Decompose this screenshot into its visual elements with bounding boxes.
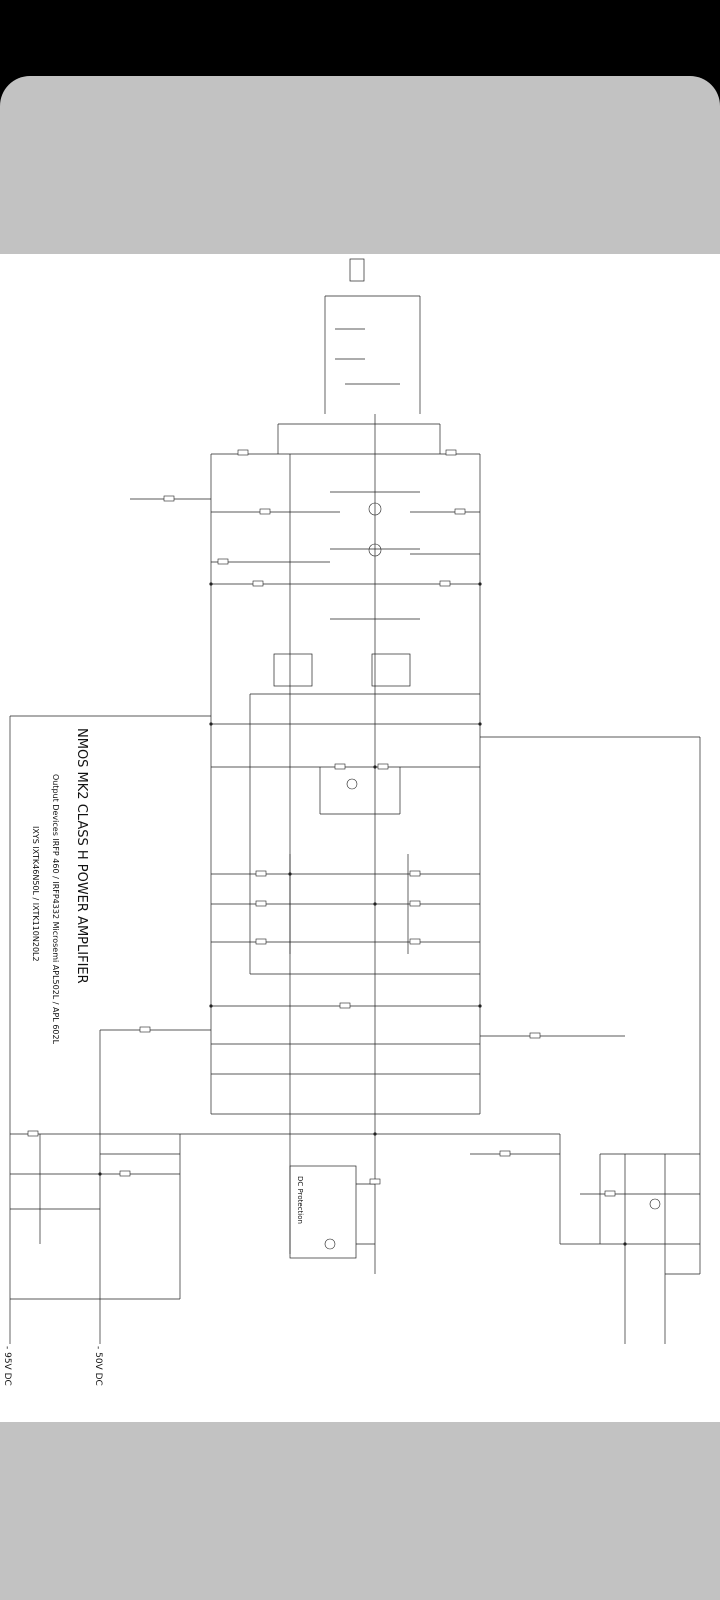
bottom-panel	[0, 1422, 720, 1600]
schematic-drawing	[0, 254, 720, 1422]
svg-text:- 95V DC: - 95V DC	[2, 1346, 12, 1386]
svg-text:- 50V DC: - 50V DC	[93, 1346, 103, 1386]
status-bar-area	[0, 0, 720, 76]
svg-text:NMOS MK2 CLASS H POWER AMPLIF: NMOS MK2 CLASS H POWER AMPLIFIER	[74, 728, 89, 984]
dc-protection-label	[296, 1176, 304, 1224]
svg-text:Output Devices IRFP 460 / IRF: Output Devices IRFP 460 / IRFP4332 Microsemi APL502L / APL 602L	[51, 774, 60, 1045]
svg-text:DC Protection: DC Protection	[296, 1176, 304, 1224]
schematic-viewer[interactable]	[0, 254, 720, 1422]
svg-text:IXYS IXTK46N50L / IXTK110N20L: IXYS IXTK46N50L / IXTK110N20L2	[31, 826, 40, 962]
supply-high-label	[2, 1346, 12, 1386]
ixys-label	[31, 826, 40, 962]
top-panel	[0, 76, 720, 254]
supply-low-label	[93, 1346, 103, 1386]
output-devices-label	[51, 774, 60, 1045]
schematic-title	[74, 728, 89, 984]
